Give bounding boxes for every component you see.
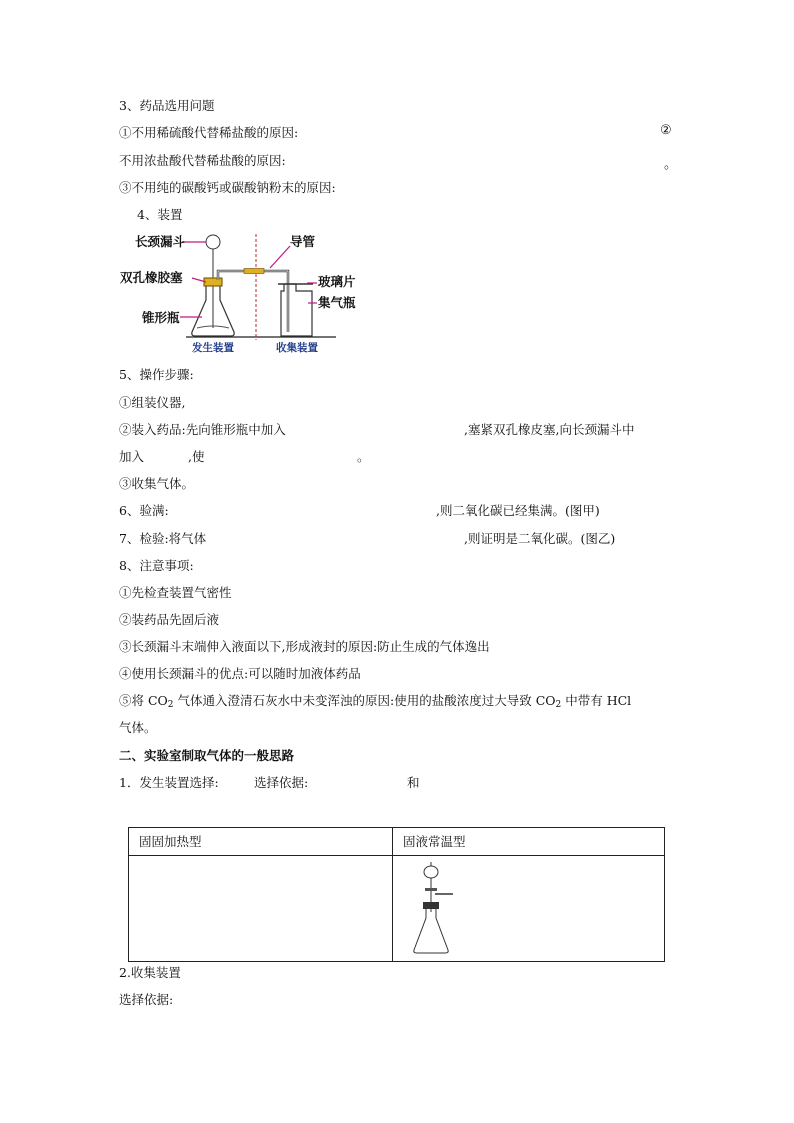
part2-heading: 二、实验室制取气体的一般思路 [119,748,295,763]
label-tube: 导管 [290,234,316,249]
note5-part-a: ⑤将 CO [119,693,168,708]
solid-liquid-apparatus-icon [405,860,465,960]
table-cell-solid-liquid [393,856,665,962]
note5 [119,693,631,713]
table-header-solid-liquid: 固液常温型 [393,828,665,856]
section3-heading: 3、药品选用问题 [119,98,215,113]
step1: ①组装仪器, [119,395,186,410]
label-funnel: 长颈漏斗 [135,234,186,249]
verify-text: ,则证明是二氧化碳。(图乙) [464,531,616,546]
generator-table [128,827,665,962]
note5-part-c: 中带有 HCl [561,693,632,708]
section3-item2-marker: ② [660,123,672,138]
label-stopper: 双孔橡胶塞 [120,270,183,285]
step2-part-e: 。 [357,449,370,464]
label-collector: 收集装置 [276,342,318,354]
note5-sub2: 2 [555,700,562,710]
step2-part-c: 加入 [119,449,145,464]
section8-heading: 8、注意事项: [119,558,194,573]
note5-part-b: 气体通入澄清石灰水中未变浑浊的原因:使用的盐酸浓度过大导致 CO [173,693,556,708]
note4: ④使用长颈漏斗的优点:可以随时加液体药品 [119,666,361,681]
label-glass: 玻璃片 [318,274,356,289]
apparatus-diagram [120,228,390,356]
verify-label: 7、检验:将气体 [119,531,207,546]
tube-shape [218,269,288,333]
table-header-solid-heat: 固固加热型 [129,828,393,856]
pointer-tube [270,246,290,268]
note5-continued: 气体。 [119,720,157,735]
check-full-text: ,则二氧化碳已经集满。(图甲) [436,503,600,518]
gas-jar-shape [278,284,313,336]
collector-basis: 选择依据: [119,992,174,1007]
table-cell-solid-heat [129,856,393,962]
section3-item1: ①不用稀硫酸代替稀盐酸的原因: [119,125,299,140]
step2-part-d: ,使 [188,449,205,464]
label-flask: 锥形瓶 [142,310,180,325]
section3-item2-end: 。 [664,157,678,172]
section4-heading: 4、装置 [137,207,183,222]
step3: ③收集气体。 [119,476,195,491]
check-full-label: 6、验满: [119,503,169,518]
note2: ②装药品先固后液 [119,612,220,627]
label-bottle: 集气瓶 [318,295,356,310]
section5-heading: 5、操作步骤: [119,367,194,382]
section3-item3: ③不用纯的碳酸钙或碳酸钠粉末的原因: [119,180,336,195]
step2-part-a: ②装入药品:先向锥形瓶中加入 [119,422,286,437]
note1: ①先检查装置气密性 [119,585,232,600]
label-generator: 发生装置 [192,342,234,354]
section3-item2: 不用浓盐酸代替稀盐酸的原因: [119,153,286,168]
generator-choice: 1．发生装置选择: [119,775,219,790]
generator-basis: 选择依据: [254,775,309,790]
generator-and: 和 [407,775,420,790]
note5-sub1: 2 [167,700,174,710]
collector-heading: 2.收集装置 [119,965,181,980]
note3: ③长颈漏斗末端伸入液面以下,形成液封的原因:防止生成的气体逸出 [119,639,490,654]
step2-part-b: ,塞紧双孔橡皮塞,向长颈漏斗中 [464,422,635,437]
